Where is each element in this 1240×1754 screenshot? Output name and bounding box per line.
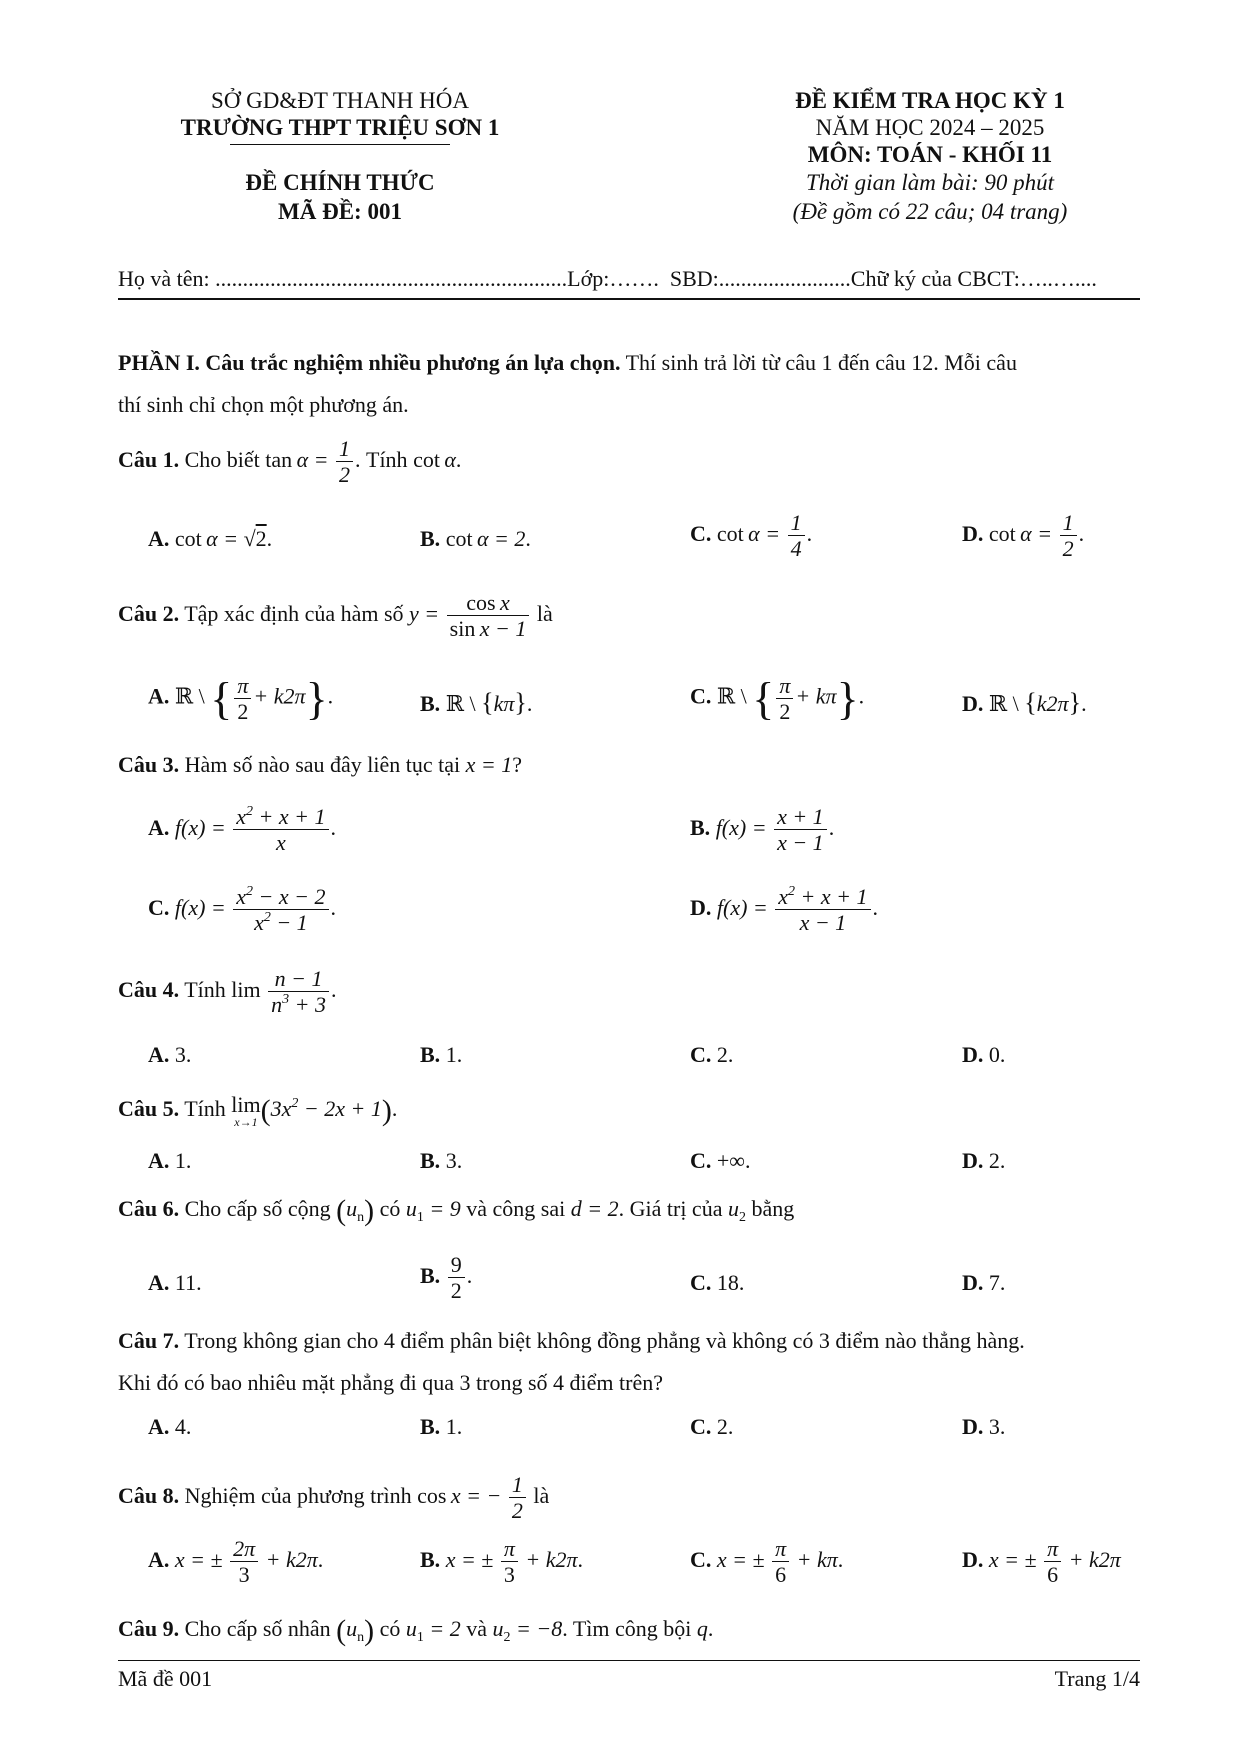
question-text: Cho cấp số cộng [179, 1196, 337, 1222]
option-d[interactable]: D. 0. [962, 1042, 1006, 1067]
option-c[interactable]: C. 2. [690, 1414, 734, 1439]
option-a[interactable]: A. cot α = √2. [148, 526, 273, 551]
exam-code: MÃ ĐỀ: 001 [278, 199, 402, 224]
footer-divider [118, 1660, 1140, 1661]
option-b[interactable]: B. cot α = 2. [420, 526, 531, 551]
footer-code: Mã đề 001 [118, 1666, 213, 1691]
department-name: SỞ GD&ĐT THANH HÓA [211, 88, 469, 113]
question-5: Câu 5. Tính lim x→1 $(3x^2 - 2x + 1)$. [118, 1092, 398, 1129]
school-underline [230, 144, 450, 145]
option-a[interactable]: A. f(x) = $\frac{x^2 + x + 1}{x}$ . [148, 804, 336, 856]
option-c[interactable]: C. +∞. [690, 1148, 751, 1173]
question-label: Câu 8. [118, 1482, 180, 1508]
question-2: Câu 2. Tập xác định của hàm số y = $\frac{\text{cos x}}{\text{sin x − 1}}$ là [118, 590, 553, 642]
option-c[interactable]: C. f(x) = $\frac{x^2 - x - 2}{x^2 - 1}$ . [148, 884, 336, 936]
option-d[interactable]: D. f(x) = $\frac{x^2 + x + 1}{x - 1}$ . [690, 884, 878, 936]
school-year: NĂM HỌC 2024 – 2025 [815, 115, 1045, 140]
math-expression: x = 1 [465, 752, 513, 777]
question-text: Tính [179, 976, 232, 1002]
question-6: Câu 6. Cho cấp số cộng $(u_n)$ có $u_1 = 9$ và công sai d = 2. Giá trị của $u_2$ bằng [118, 1194, 795, 1227]
question-label: Câu 4. [118, 976, 180, 1002]
question-7 [118, 1328, 1025, 1354]
name-field[interactable]: ................................................................ [215, 266, 568, 291]
option-a[interactable]: A. 1. [148, 1148, 192, 1173]
question-text: Cho cấp số nhân [179, 1616, 337, 1642]
option-c[interactable]: C. 2. [690, 1042, 734, 1067]
option-a[interactable]: A. 4. [148, 1414, 192, 1439]
math-expression: lim x→1 $(3x^2 - 2x + 1)$ [231, 1092, 392, 1129]
math-expression: cos x = − $\frac{1}{2}$ [417, 1483, 528, 1508]
exam-title: ĐỀ KIỂM TRA HỌC KỲ 1 [795, 88, 1065, 113]
question-9: Câu 9. Cho cấp số nhân $(u_n)$ có $u_1 = 2$ và $u_2 = -8$. Tìm công bội q. [118, 1614, 714, 1647]
school-name: TRƯỜNG THPT TRIỆU SƠN 1 [180, 115, 500, 140]
question-label: Câu 1. [118, 446, 180, 472]
sbd-field[interactable]: ........................ [718, 266, 851, 291]
section-title [118, 350, 1017, 376]
option-d[interactable]: D. cot α = $\frac{1}{2}$ . [962, 510, 1085, 562]
option-b[interactable]: B. 1. [420, 1042, 463, 1067]
question-label: Câu 7. [118, 1328, 180, 1353]
option-d[interactable]: D. 7. [962, 1270, 1006, 1295]
question-text: Cho biết [179, 446, 266, 472]
question-text: Tính [179, 1096, 232, 1122]
name-label: Họ và tên: [118, 266, 216, 291]
option-d[interactable]: D. 2. [962, 1148, 1006, 1173]
question-1: Câu 1. Cho biết tan α = $\frac{1}{2}$ . Tính cot α. [118, 436, 462, 488]
question-label: Câu 2. [118, 600, 180, 626]
option-b[interactable]: B. 1. [420, 1414, 463, 1439]
header-divider [118, 298, 1140, 300]
pages-note: (Đề gồm có 22 câu; 04 trang) [792, 199, 1068, 224]
option-c[interactable]: C. 18. [690, 1270, 745, 1295]
question-label: Câu 3. [118, 752, 180, 777]
option-b[interactable]: B. x = ± $\frac{\pi}{3}$ + k2π. [420, 1536, 584, 1588]
option-a[interactable]: A. ℝ \ { $\frac{\pi}{2}$ + k2π}. [148, 672, 334, 724]
question-label: Câu 5. [118, 1096, 180, 1122]
question-text: Trong không gian cho 4 điểm phân biệt không đồng phẳng và không có 3 điểm nào thẳng hàng. [179, 1328, 1025, 1353]
question-label: Câu 6. [118, 1196, 180, 1222]
question-label: Câu 9. [118, 1616, 180, 1642]
page-number: Trang 1/4 [1054, 1666, 1140, 1691]
option-c[interactable]: C. cot α = $\frac{1}{4}$ . [690, 510, 813, 562]
question-text: Tập xác định của hàm số [179, 600, 410, 626]
math-expression: tan α = $\frac{1}{2}$ [265, 447, 355, 472]
sign-label: Chữ ký của CBCT: [850, 266, 1020, 291]
class-field[interactable]: ……. [609, 266, 659, 291]
question-text: Hàm số nào sau đây liên tục tại [179, 752, 466, 777]
section-desc-line2: thí sinh chỉ chọn một phương án. [118, 392, 409, 417]
option-a[interactable]: A. 3. [148, 1042, 192, 1067]
official-label: ĐỀ CHÍNH THỨC [245, 170, 435, 195]
question-7-line2: Khi đó có bao nhiêu mặt phẳng đi qua 3 trong số 4 điểm trên? [118, 1370, 663, 1395]
question-4: Câu 4. Tính lim $\frac{n - 1}{n^3 + 3}$ . [118, 966, 337, 1018]
sbd-label: SBD: [669, 266, 719, 291]
question-8: Câu 8. Nghiệm của phương trình cos x = − $\frac{1}{2}$ là [118, 1472, 550, 1524]
math-expression: y = $\frac{\text{cos x}}{\text{sin x − 1}}$ [409, 601, 531, 626]
subject: MÔN: TOÁN - KHỐI 11 [807, 142, 1053, 167]
section-desc: Thí sinh trả lời từ câu 1 đến câu 12. Mỗi câu [620, 350, 1017, 375]
student-info-line [118, 266, 1097, 292]
option-c[interactable]: C. ℝ \ { $\frac{\pi}{2}$ + kπ}. [690, 672, 865, 724]
question-text: Nghiệm của phương trình [179, 1482, 418, 1508]
option-d[interactable]: D. ℝ \ {k2π}. [962, 688, 1087, 717]
math-expression: lim $\frac{n - 1}{n^3 + 3}$ [231, 977, 331, 1002]
option-b[interactable]: B. $\frac{9}{2}$ . [420, 1252, 473, 1304]
option-d[interactable]: D. 3. [962, 1414, 1006, 1439]
option-c[interactable]: C. x = ± $\frac{\pi}{6}$ + kπ. [690, 1536, 844, 1588]
option-b[interactable]: B. ℝ \ {kπ}. [420, 688, 533, 717]
option-b[interactable]: B. 3. [420, 1148, 463, 1173]
sign-field[interactable]: …..….... [1019, 266, 1097, 291]
option-d[interactable]: D. x = ± $\frac{\pi}{6}$ + k2π [962, 1536, 1121, 1588]
time-limit: Thời gian làm bài: 90 phút [805, 170, 1055, 195]
option-b[interactable]: B. f(x) = $\frac{x + 1}{x - 1}$ . [690, 804, 835, 856]
question-3: Câu 3. Hàm số nào sau đây liên tục tại x = 1? [118, 752, 523, 777]
class-label: Lớp: [567, 266, 610, 291]
option-a[interactable]: A. 11. [148, 1270, 202, 1295]
option-a[interactable]: A. x = ± $\frac{2\pi}{3}$ + k2π. [148, 1536, 324, 1588]
section-heading: PHẦN I. Câu trắc nghiệm nhiều phương án lựa chọn. [118, 350, 621, 375]
